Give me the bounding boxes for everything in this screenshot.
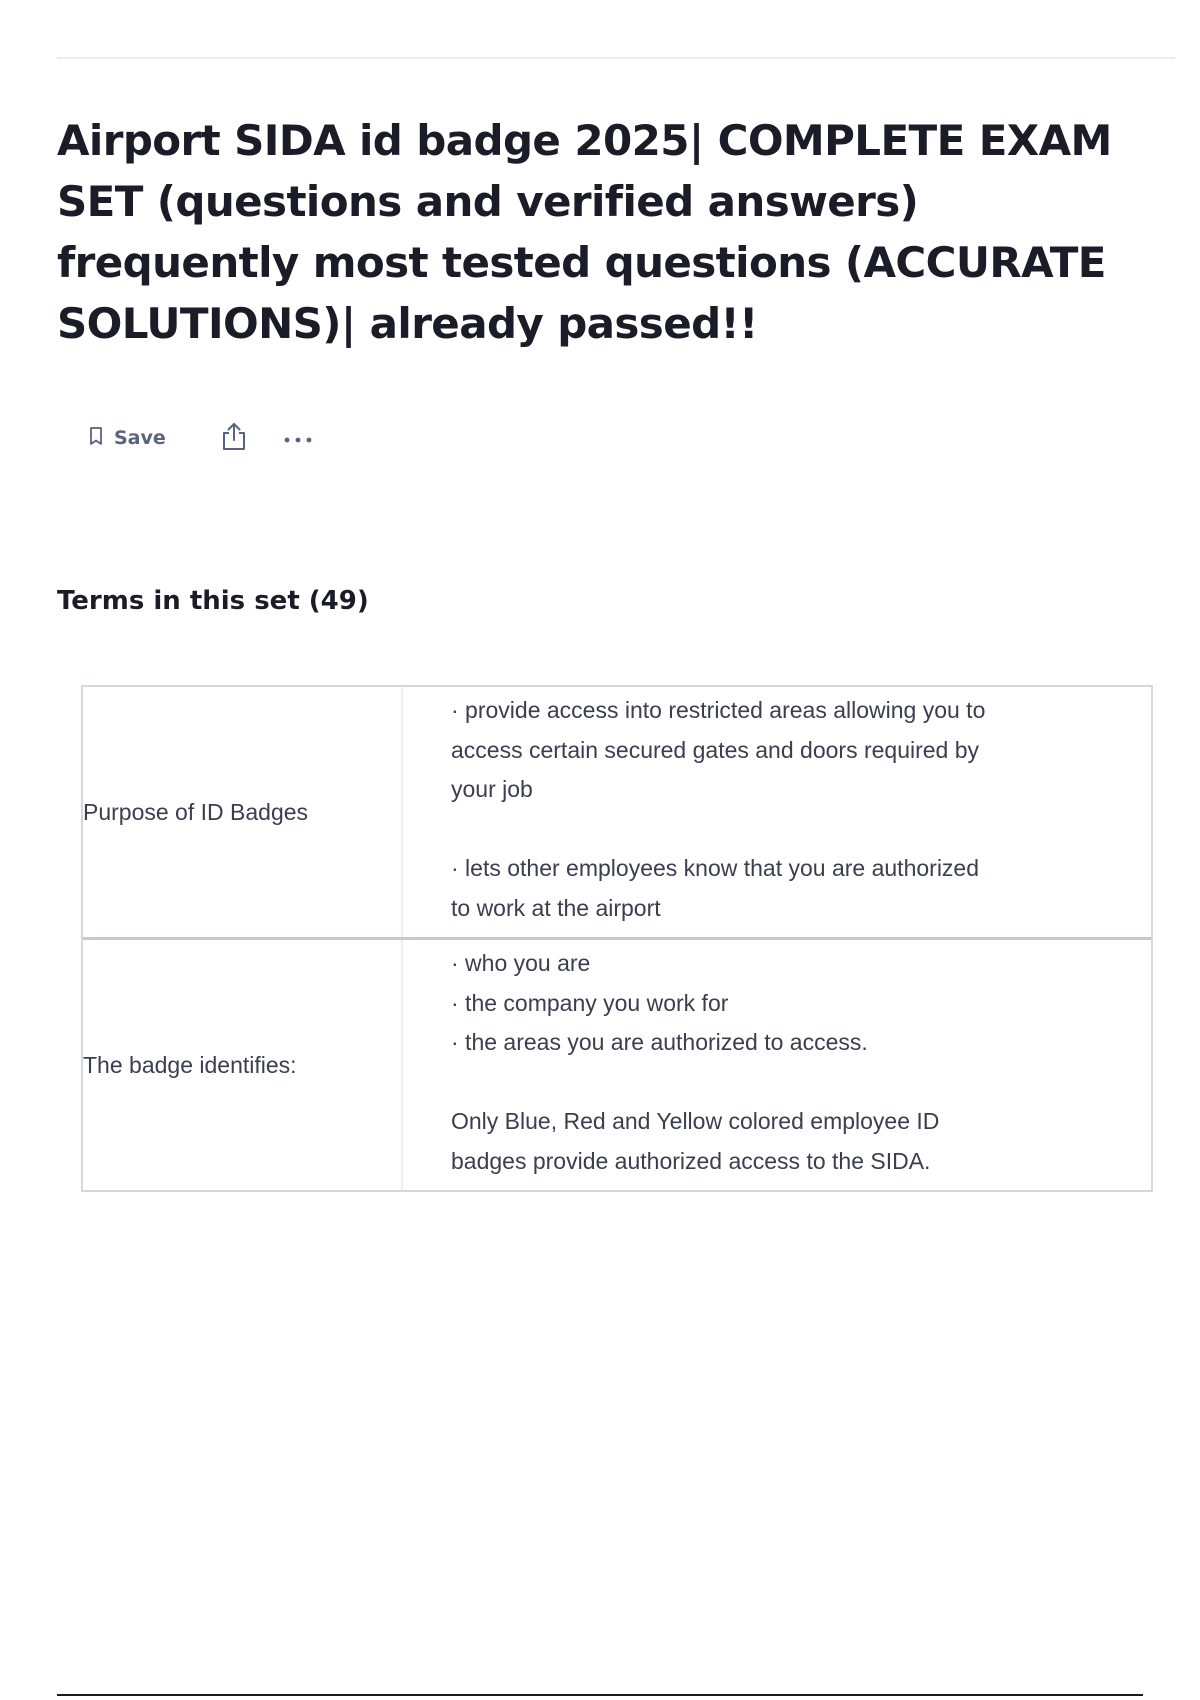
- save-button[interactable]: [78, 422, 176, 454]
- definition-line: [451, 810, 1151, 850]
- share-button[interactable]: [212, 420, 256, 456]
- more-options-icon: [283, 429, 313, 448]
- bottom-divider: [57, 1694, 1143, 1696]
- definition-line: Only Blue, Red and Yellow colored employee ID: [451, 1108, 940, 1134]
- definition-line: [451, 1063, 1151, 1103]
- term-cell: [83, 940, 403, 1190]
- definition-line: · provide access into restricted areas allowing you to: [451, 697, 986, 723]
- definition-line: · who you are: [451, 950, 591, 976]
- definition-line: · the company you work for: [451, 989, 729, 1016]
- term-text: The badge identifies:: [83, 1051, 297, 1078]
- term-cell: [83, 687, 403, 937]
- terms-table: [81, 685, 1153, 1192]
- bookmark-icon: [88, 426, 104, 450]
- definition-cell: [403, 940, 1151, 1190]
- set-toolbar: [78, 420, 320, 456]
- save-label: Save: [114, 427, 166, 449]
- term-text: Purpose of ID Badges: [83, 798, 309, 825]
- more-options-button[interactable]: [276, 420, 320, 456]
- page-title: Airport SIDA id badge 2025| COMPLETE EXAM SET (questions and verified answers) frequently most tested questions (ACCURATE SOLUTIONS)| already passed!!: [57, 116, 1112, 348]
- definition-line: badges provide authorized access to the SIDA.: [451, 1147, 931, 1174]
- top-divider: [57, 57, 1175, 59]
- definition-line: · the areas you are authorized to access.: [451, 1029, 868, 1055]
- term-row: [83, 687, 1151, 940]
- terms-count-heading: Terms in this set (49): [57, 586, 369, 616]
- definition-line: · lets other employees know that you are authorized: [451, 855, 980, 881]
- definition-line: your job: [451, 776, 533, 802]
- definition-cell: [403, 687, 1151, 937]
- definition-line: access certain secured gates and doors required by: [451, 736, 980, 763]
- term-row: [83, 940, 1151, 1190]
- definition-line: to work at the airport: [451, 894, 661, 921]
- share-icon: [221, 421, 247, 455]
